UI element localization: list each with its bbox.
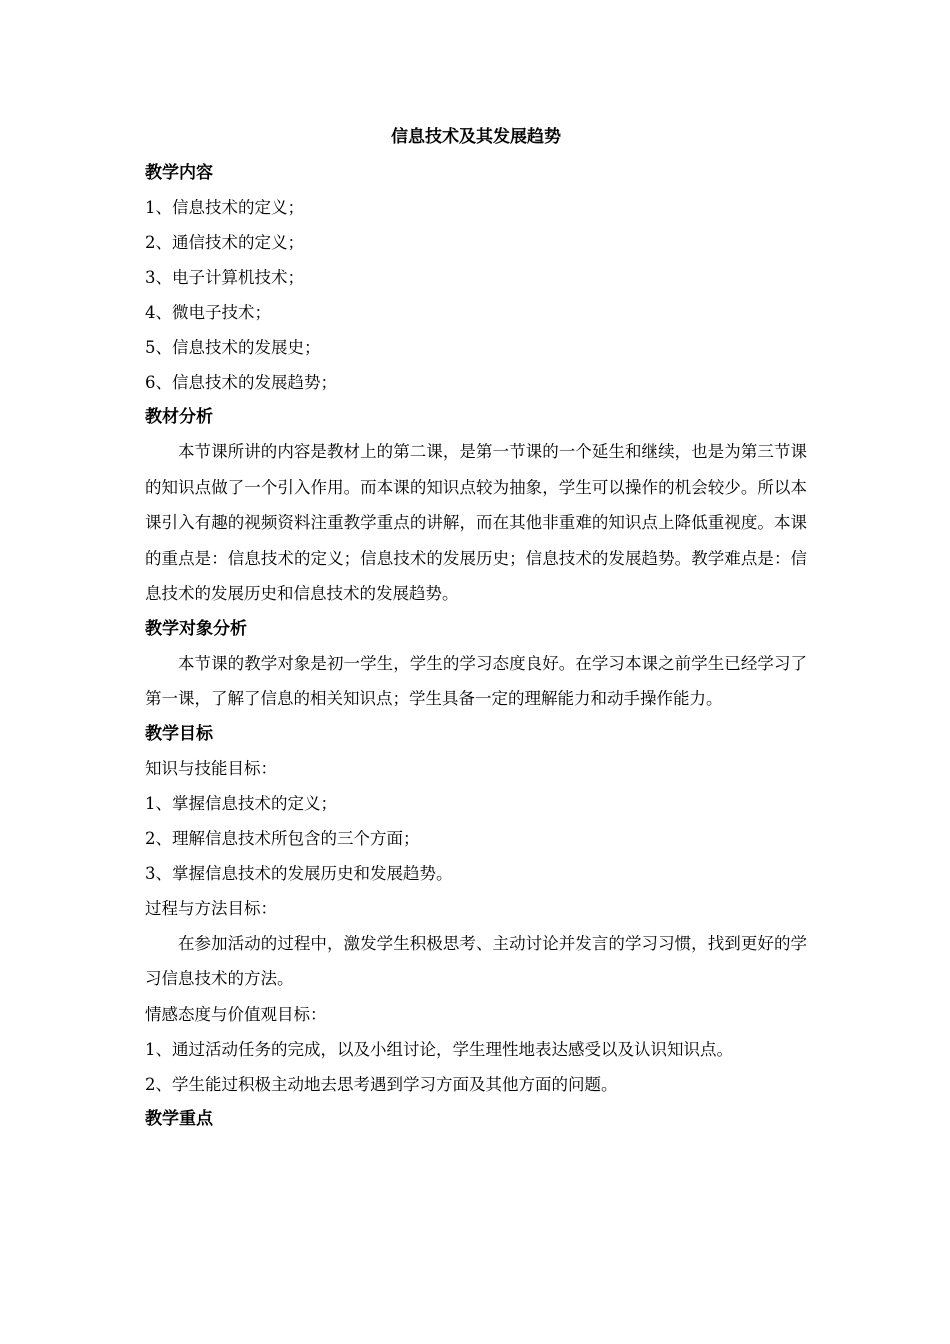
list-item: 6、信息技术的发展趋势； xyxy=(145,373,337,392)
emotion-goals-label: 情感态度与价值观目标： xyxy=(145,1004,327,1024)
list-item: 5、信息技术的发展史； xyxy=(145,338,321,357)
list-item: 1、信息技术的定义； xyxy=(145,198,304,217)
knowledge-goals-label: 知识与技能目标： xyxy=(145,758,277,778)
list-item: 2、学生能过积极主动地去思考遇到学习方面及其他方面的问题。 xyxy=(145,1074,618,1094)
section-heading-audience: 教学对象分析 xyxy=(145,618,247,639)
list-item: 4、微电子技术； xyxy=(145,303,271,322)
list-item: 2、通信技术的定义； xyxy=(145,233,304,252)
emotion-goals-list xyxy=(145,1032,807,1102)
list-item: 3、掌握信息技术的发展历史和发展趋势。 xyxy=(145,863,453,883)
list-item: 2、理解信息技术所包含的三个方面； xyxy=(145,828,420,848)
list-item: 3、电子计算机技术； xyxy=(145,268,304,287)
section-heading-goals: 教学目标 xyxy=(145,723,213,744)
knowledge-goals-list xyxy=(145,786,807,891)
document-title: 信息技术及其发展趋势 xyxy=(391,127,561,147)
section-heading-focus: 教学重点 xyxy=(145,1108,213,1129)
material-paragraph: 本节课所讲的内容是教材上的第二课，是第一节课的一个延生和继续，也是为第三节课的知识点做了一个引入作用。而本课的知识点较为抽象，学生可以操作的机会较少。所以本课引入有趣的视频资料注重教学重点的讲解，而在其他非重难的知识点上降低重视度。本课的重点是：信息技术的定义；信息技术的发展历史；信息技术的发展趋势。教学难点是：信息技术的发展历史和信息技术的发展趋势。 xyxy=(145,442,807,603)
process-goals-paragraph: 在参加活动的过程中，激发学生积极思考、主动讨论并发言的学习习惯，找到更好的学习信息技术的方法。 xyxy=(145,933,807,988)
process-goals-label: 过程与方法目标： xyxy=(145,898,277,918)
section-heading-material: 教材分析 xyxy=(145,407,213,427)
list-item: 1、通过活动任务的完成，以及小组讨论，学生理性地表达感受以及认识知识点。 xyxy=(145,1039,733,1059)
document-body xyxy=(145,122,807,1136)
list-item: 1、掌握信息技术的定义； xyxy=(145,793,337,813)
audience-paragraph: 本节课的教学对象是初一学生，学生的学习态度良好。在学习本课之前学生已经学习了第一课，了解了信息的相关知识点；学生具备一定的理解能力和动手操作能力。 xyxy=(145,653,807,708)
content-list xyxy=(145,190,807,400)
section-heading-content: 教学内容 xyxy=(145,163,213,183)
